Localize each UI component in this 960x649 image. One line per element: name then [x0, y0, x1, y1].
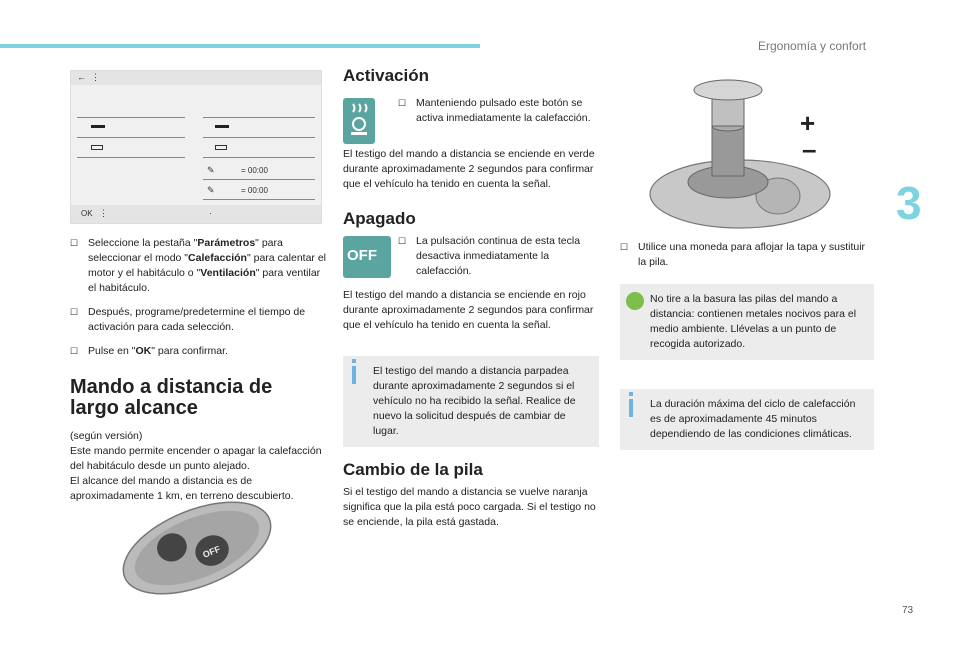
checkbox-bullet-icon: ☐ [398, 98, 407, 108]
divider [77, 137, 185, 138]
back-arrow-icon: ← [77, 72, 86, 82]
battery-cell [712, 126, 744, 176]
text: Después, programe/predetermine el tiempo de activación para cada selección. [88, 306, 306, 333]
checkbox-bullet-icon: ☐ [620, 242, 629, 252]
instruction-step [398, 234, 594, 279]
section-title: Ergonomía y confort [758, 39, 867, 53]
divider [203, 117, 315, 118]
text: " para confirmar. [151, 345, 228, 357]
text-bold: OK [135, 345, 152, 357]
checkbox-bullet-icon: ☐ [70, 238, 79, 248]
screen-topbar [71, 71, 321, 85]
chapter-number: 3 [896, 177, 922, 229]
text: Seleccione la pestaña " [88, 237, 198, 249]
info-icon [352, 366, 356, 384]
minus-symbol [215, 125, 229, 128]
activation-step [398, 96, 594, 135]
screen-bottombar [71, 205, 321, 223]
rect-symbol [91, 145, 103, 150]
paragraph: Si el testigo del mando a distancia se vuelve naranja significa que la pila está poco cargada. Si el testigo no se enciende, la pila está gastada. [343, 486, 596, 528]
paragraph: (según versión) [70, 430, 143, 442]
divider [77, 117, 185, 118]
info-icon [629, 399, 633, 417]
section-heading: Apagado [343, 209, 416, 228]
section-heading: Mando a distancia de largo alcance [70, 376, 273, 419]
middle-column [343, 68, 599, 91]
remote-control-illustration [112, 498, 282, 598]
info-text: El testigo del mando a distancia parpadea durante aproximadamente 2 segundos si el vehículo no ha recibido la señal. Realice de nuevo la solicitud después de cambiar de lugar. [373, 365, 576, 437]
dot-icon: · [209, 208, 212, 218]
text: Utilice una moneda para aflojar la tapa y sustituir la pila. [638, 241, 866, 268]
divider [203, 199, 315, 200]
section-heading: Activación [343, 66, 429, 85]
cap-top [694, 80, 762, 100]
minus-symbol [91, 125, 105, 128]
left-column [70, 236, 326, 504]
header-accent-bar [0, 44, 480, 48]
text: Pulse en " [88, 345, 136, 357]
time-value: = 00:00 [241, 166, 268, 175]
info-text: La duración máxima del ciclo de calefacción es de aproximadamente 45 minutos dependiendo de las condiciones climáticas. [650, 398, 856, 440]
text: " para ventilar el habitáculo. [88, 267, 321, 294]
divider [77, 157, 185, 158]
right-column [620, 240, 876, 279]
activation-paragraph: El testigo del mando a distancia se enciende en verde durante aproximadamente 2 segundos para confirmar que el vehículo ha tenido en cuenta la señal. [343, 148, 595, 190]
off-icon [343, 236, 391, 278]
text: " para seleccionar el modo " [88, 237, 283, 264]
paragraph: El alcance del mando a distancia es de aproximadamente 1 km, en terreno descubierto. [70, 475, 294, 502]
instruction-step [70, 236, 326, 296]
page-number: 73 [902, 605, 914, 616]
apagado-paragraph: El testigo del mando a distancia se enciende en rojo durante aproximadamente 2 segundos para confirmar que el vehículo ha tenido en cuenta la señal. [343, 289, 594, 331]
minus-symbol: – [802, 134, 817, 164]
edit-pencil-icon: ✎ [207, 185, 215, 195]
pila-section [343, 462, 599, 530]
plus-symbol: + [800, 108, 816, 138]
eco-leaf-icon [626, 292, 644, 310]
instruction-step [398, 96, 594, 126]
battery-illustration [640, 76, 840, 236]
section-heading: Cambio de la pila [343, 460, 483, 479]
time-value: = 00:00 [241, 186, 268, 195]
text-bold: Parámetros [197, 237, 256, 249]
apagado-step [398, 234, 594, 288]
text-bold: Calefacción [188, 252, 247, 264]
off-button-label: OFF [201, 543, 222, 560]
eco-text: No tire a la basura las pilas del mando a distancia: contienen metales nocivos para el medio ambiente. Llévelas a un punto de recogida autorizado. [650, 293, 857, 350]
edit-pencil-icon: ✎ [207, 165, 215, 175]
rect-symbol [215, 145, 227, 150]
off-icon-label: OFF [347, 247, 377, 264]
checkbox-bullet-icon: ☐ [70, 346, 79, 356]
divider [203, 179, 315, 180]
paragraph: Este mando permite encender o apagar la calefacción del habitáculo desde un punto alejado. [70, 445, 322, 472]
divider [203, 157, 315, 158]
touchscreen-illustration [70, 70, 322, 224]
text: Manteniendo pulsado este botón se activa inmediatamente la calefacción. [416, 97, 591, 124]
instruction-step [70, 344, 326, 359]
text: La pulsación continua de esta tecla desactiva inmediatamente la calefacción. [416, 235, 581, 277]
text-bold: Ventilación [200, 267, 256, 279]
info-box [620, 389, 874, 450]
instruction-step [70, 305, 326, 335]
apagado-section [343, 211, 599, 234]
menu-dots-icon: ⋮ [99, 208, 108, 218]
checkbox-bullet-icon: ☐ [398, 236, 407, 246]
ok-label: OK [81, 209, 93, 218]
eco-box [620, 284, 874, 360]
text: " para calentar el motor y el habitáculo o " [88, 252, 327, 279]
checkbox-bullet-icon: ☐ [70, 307, 79, 317]
instruction-step [620, 240, 876, 270]
divider [203, 137, 315, 138]
info-box [343, 356, 599, 447]
heater-icon [343, 98, 375, 144]
menu-dots-icon: ⋮ [91, 72, 100, 82]
